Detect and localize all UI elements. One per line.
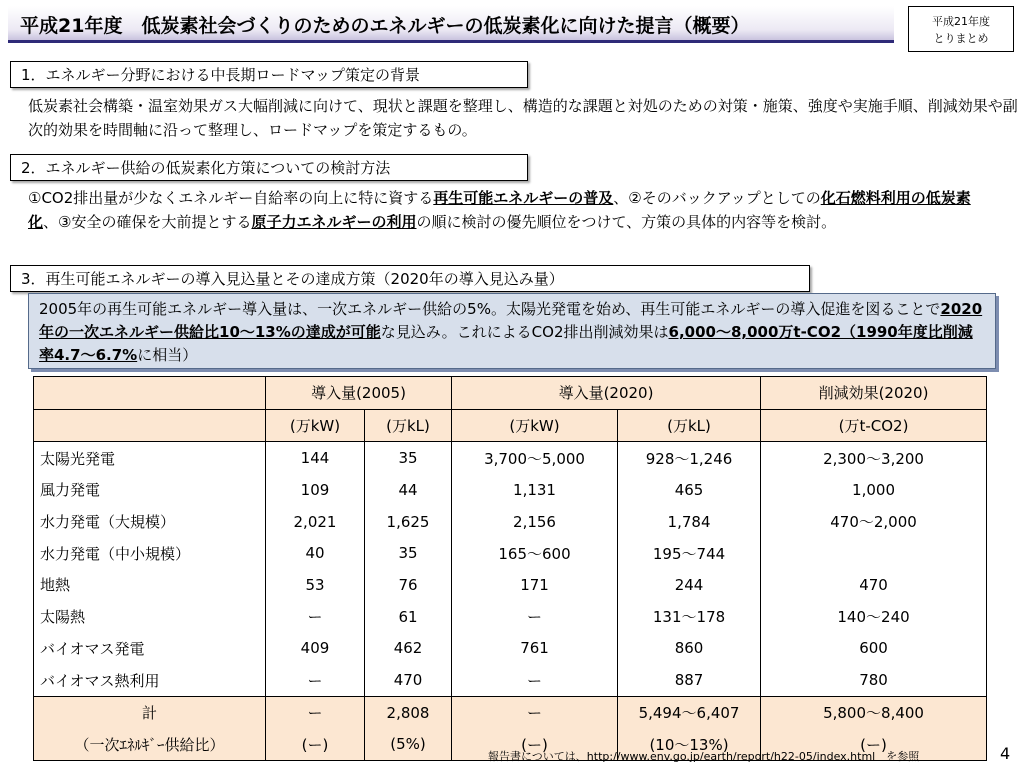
table-cell-name: バイオマス熱利用	[34, 664, 266, 696]
section3-heading: 3．再生可能エネルギーの導入見込量とその達成方策（2020年の導入見込み量）	[10, 265, 810, 292]
section1-body: 低炭素社会構築・温室効果ガス大幅削減に向けて、現状と課題を整理し、構造的な課題と対処のための対策・施策、強度や実施手順、削減効果や副次的効果を時間軸に沿って整理し、ロードマップを策定するもの。	[28, 97, 1018, 139]
table-cell-kl2005: 462	[365, 633, 452, 665]
callout-emph1: 2020年の一次エネルギー供給比10～13%の達成が可能	[39, 300, 983, 341]
table-cell-name: 地熱	[34, 569, 266, 601]
footer-reference: 報告書については、http://www.env.go.jp/earth/report/h22-05/index.html を参照	[488, 750, 920, 763]
section2-emph1: 再生可能エネルギーの普及	[433, 189, 614, 207]
table-cell-kw2005: 2,021	[266, 506, 365, 538]
table-cell-kw2020: ー	[452, 664, 618, 696]
table-cell-kl2020: 131～178	[618, 601, 761, 633]
table-cell-kw2005: 40	[266, 537, 365, 569]
section2-emph3: 原子力エネルギーの利用	[251, 213, 417, 231]
table-header-row	[34, 377, 987, 410]
table-cell-red: 140～240	[761, 601, 987, 633]
unit-kl-2005: (万kL)	[365, 409, 452, 442]
callout-text1: 2005年の再生可能エネルギー導入量は、一次エネルギー供給の5%。太陽光発電を始め、再生可能エネルギーの導入促進を図ることで	[39, 300, 941, 318]
section1-heading: 1．エネルギー分野における中長期ロードマップ策定の背景	[10, 61, 528, 88]
table-cell-kw2020: 3,700～5,000	[452, 442, 618, 474]
total-kl-2005: 2,808	[365, 696, 452, 728]
badge-line2: とりまとめ	[933, 32, 989, 45]
table-cell-kl2005: 35	[365, 537, 452, 569]
page-number: 4	[1000, 744, 1011, 763]
table-cell-kw2005: 53	[266, 569, 365, 601]
table-cell-kl2005: 35	[365, 442, 452, 474]
share-kl-2005: (5%)	[365, 729, 452, 761]
table-cell-kw2020: ー	[452, 601, 618, 633]
table-unit-row	[34, 409, 987, 442]
table-cell-kw2020: 165～600	[452, 537, 618, 569]
table-cell-red: 470	[761, 569, 987, 601]
table-cell-red: 470～2,000	[761, 506, 987, 538]
share-kl-2020: (10～13%)	[618, 729, 761, 761]
table-cell-red: 1,000	[761, 474, 987, 506]
section3-callout	[28, 293, 996, 369]
table-cell-kl2020: 465	[618, 474, 761, 506]
table-cell-name: 太陽光発電	[34, 442, 266, 474]
table-cell-kl2005: 76	[365, 569, 452, 601]
table-cell-kw2005: 144	[266, 442, 365, 474]
table-cell-red: 780	[761, 664, 987, 696]
section2-emph2: 化石燃料利用の低炭素化	[28, 189, 971, 231]
table-cell-red: 600	[761, 633, 987, 665]
table-cell-kw2020: 1,131	[452, 474, 618, 506]
total-kl-2020: 5,494～6,407	[618, 696, 761, 728]
table-cell-kl2005: 470	[365, 664, 452, 696]
table-cell-kl2020: 860	[618, 633, 761, 665]
table-cell-kl2005: 44	[365, 474, 452, 506]
total-kw-2005: ー	[266, 696, 365, 728]
table-row	[34, 569, 987, 601]
table-row	[34, 601, 987, 633]
table-cell-kl2020: 887	[618, 664, 761, 696]
header-group-2005: 導入量(2005)	[266, 377, 452, 410]
table-cell-name: バイオマス発電	[34, 633, 266, 665]
page-title: 平成21年度 低炭素社会づくりのためのエネルギーの低炭素化に向けた提言（概要）	[20, 15, 750, 37]
share-label: （一次ｴﾈﾙｷﾞｰ供給比）	[34, 729, 266, 761]
table-row	[34, 537, 987, 569]
table-cell-kl2020: 195～744	[618, 537, 761, 569]
section2-heading: 2．エネルギー供給の低炭素化方策についての検討方法	[10, 154, 528, 181]
section2-text2: 、②そのバックアップとしての	[613, 189, 821, 207]
unit-kw-2005: (万kW)	[266, 409, 365, 442]
table-cell-kw2005: 409	[266, 633, 365, 665]
table-cell-kw2020: 761	[452, 633, 618, 665]
table-cell-red	[761, 537, 987, 569]
section2-body	[28, 186, 1000, 234]
table-row	[34, 442, 987, 474]
table-cell-kw2005: ー	[266, 601, 365, 633]
table-cell-kl2005: 1,625	[365, 506, 452, 538]
table-row	[34, 506, 987, 538]
summary-badge	[908, 6, 1014, 52]
callout-text3: に相当）	[137, 346, 198, 364]
table-cell-kl2005: 61	[365, 601, 452, 633]
callout-text2: な見込み。これによるCO2排出削減効果は	[380, 323, 669, 341]
header-blank	[34, 377, 266, 410]
unit-tco2: (万t-CO2)	[761, 409, 987, 442]
table-cell-kl2020: 244	[618, 569, 761, 601]
table-cell-name: 水力発電（大規模）	[34, 506, 266, 538]
table-cell-kl2020: 1,784	[618, 506, 761, 538]
table-cell-kw2005: 109	[266, 474, 365, 506]
table-total-row	[34, 696, 987, 728]
title-bar	[8, 6, 894, 43]
total-reduction: 5,800～8,400	[761, 696, 987, 728]
table-cell-red: 2,300～3,200	[761, 442, 987, 474]
unit-kw-2020: (万kW)	[452, 409, 618, 442]
table-cell-name: 太陽熱	[34, 601, 266, 633]
table-cell-kl2020: 928～1,246	[618, 442, 761, 474]
share-kw-2005: (ー)	[266, 729, 365, 761]
total-kw-2020: ー	[452, 696, 618, 728]
header-blank2	[34, 409, 266, 442]
table-cell-kw2005: ー	[266, 664, 365, 696]
table-row	[34, 633, 987, 665]
table-cell-kw2020: 171	[452, 569, 618, 601]
unit-kl-2020: (万kL)	[618, 409, 761, 442]
header-group-2020: 導入量(2020)	[452, 377, 761, 410]
table-cell-name: 水力発電（中小規模）	[34, 537, 266, 569]
section2-text4: の順に検討の優先順位をつけて、方策の具体的内容等を検討。	[416, 213, 837, 231]
badge-line1: 平成21年度	[932, 15, 990, 28]
table-cell-kw2020: 2,156	[452, 506, 618, 538]
table-cell-name: 風力発電	[34, 474, 266, 506]
table-row	[34, 664, 987, 696]
total-label: 計	[34, 696, 266, 728]
renewables-table	[33, 376, 987, 761]
share-kw-2020: (ー)	[452, 729, 618, 761]
callout-emph2: 6,000～8,000万t-CO2（1990年度比削減率4.7～6.7%	[39, 323, 973, 364]
share-reduction: (ー)	[761, 729, 987, 761]
section2-text1: ①CO2排出量が少なくエネルギー自給率の向上に特に資する	[28, 189, 434, 207]
section2-text3: 、③安全の確保を大前提とする	[43, 213, 252, 231]
table-row	[34, 474, 987, 506]
header-reduction: 削減効果(2020)	[761, 377, 987, 410]
